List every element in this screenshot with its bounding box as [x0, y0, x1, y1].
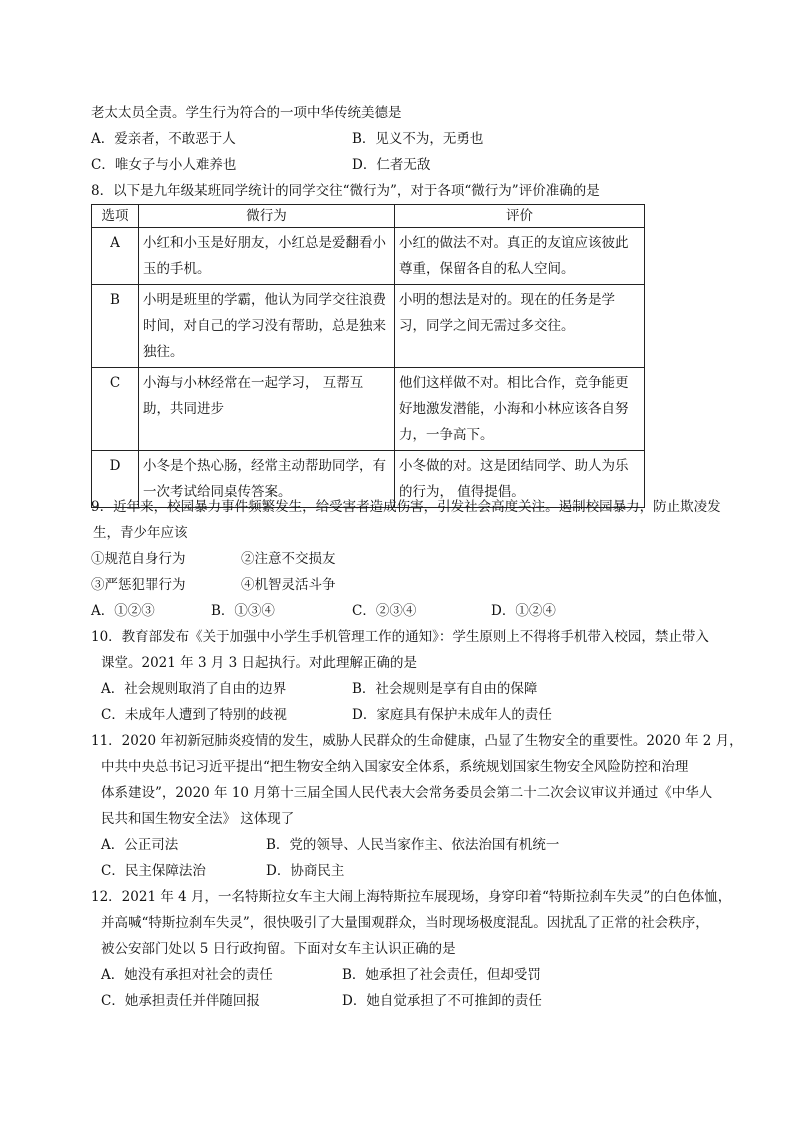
q9-stem-line1: 9．近年来，校园暴力事件频繁发生，给受害者造成伤害，引发社会高度关注。遏制校园暴力，防止欺凌发 — [91, 499, 721, 515]
q9-item-2: ②注意不交损友 — [241, 551, 336, 567]
q8-row-key: C — [92, 368, 139, 451]
q9-item-4: ④机智灵活斗争 — [241, 577, 336, 593]
q8-row-comment: 小明的想法是对的。现在的任务是学习，同学之间无需过多交往。 — [395, 285, 645, 368]
q8-row-comment: 小冬做的对。这是团结同学、助人为乐的行为， 值得提倡。 — [395, 451, 645, 508]
q8-table-row — [92, 228, 645, 285]
q8-row-comment: 他们这样做不对。相比合作，竞争能更好地激发潜能，小海和小林应该各自努力，一争高下。 — [395, 368, 645, 451]
q8-row-key: A — [92, 228, 139, 285]
q11-option-b: B．党的领导、人民当家作主、依法治国有机统一 — [266, 837, 560, 853]
q12-option-a: A．她没有承担对社会的责任 — [101, 967, 273, 983]
q11-stem-line3: 体系建设”，2020 年 10 月第十三届全国人民代表大会常务委员会第二十二次会议审议并通过《中华人 — [101, 785, 713, 801]
q9-item-1: ①规范自身行为 — [91, 551, 186, 567]
q7-option-b: B．见义不为，无勇也 — [352, 131, 484, 147]
q9-item-3: ③严惩犯罪行为 — [91, 577, 186, 593]
q12-option-d: D．她自觉承担了不可推卸的责任 — [342, 993, 542, 1009]
q8-header-comment: 评价 — [395, 205, 645, 228]
q8-stem: 8．以下是九年级某班同学统计的同学交往“微行为”，对于各项“微行为”评价准确的是 — [91, 183, 600, 199]
q12-stem-line3: 被公安部门处以 5 日行政拘留。下面对女车主认识正确的是 — [101, 941, 456, 957]
q9-option-d: D．①②④ — [491, 603, 556, 619]
q11-option-c: C．民主保障法治 — [101, 863, 206, 879]
q7-stem: 老太太员全责。学生行为符合的一项中华传统美德是 — [91, 105, 402, 121]
q10-option-c: C．未成年人遭到了特别的歧视 — [101, 707, 287, 723]
q11-stem-line1: 11．2020 年初新冠肺炎疫情的发生，威胁人民群众的生命健康，凸显了生物安全的重要性。2020 年 2 月， — [91, 733, 743, 749]
q12-option-c: C．她承担责任并伴随回报 — [101, 993, 260, 1009]
q8-table-row — [92, 285, 645, 368]
q8-header-option: 选项 — [92, 205, 139, 228]
q9-option-b: B．①③④ — [211, 603, 275, 619]
q8-header-behavior: 微行为 — [139, 205, 395, 228]
q8-row-key: B — [92, 285, 139, 368]
q10-stem-line2: 课堂。2021 年 3 月 3 日起执行。对此理解正确的是 — [101, 655, 417, 671]
q10-option-a: A．社会规则取消了自由的边界 — [101, 681, 287, 697]
q12-stem-line1: 12．2021 年 4 月，一名特斯拉女车主大闹上海特斯拉车展现场，身穿印着“特斯拉刹车失灵”的白色体恤， — [91, 889, 732, 905]
q8-row-comment: 小红的做法不对。真正的友谊应该彼此尊重，保留各自的私人空间。 — [395, 228, 645, 285]
q10-option-b: B．社会规则是享有自由的保障 — [352, 681, 538, 697]
q8-row-behavior: 小海与小林经常在一起学习， 互帮互助，共同进步 — [139, 368, 395, 451]
q12-stem-line2: 并高喊“特斯拉刹车失灵”，很快吸引了大量围观群众，当时现场极度混乱。因扰乱了正常的社会秩序， — [101, 915, 709, 931]
q11-stem-line2: 中共中央总书记习近平提出“把生物安全纳入国家安全体系，系统规划国家生物安全风险防控和治理 — [101, 759, 689, 775]
q8-row-behavior: 小明是班里的学霸，他认为同学交往浪费时间，对自己的学习没有帮助，总是独来独往。 — [139, 285, 395, 368]
q8-row-behavior: 小红和小玉是好朋友，小红总是爱翻看小玉的手机。 — [139, 228, 395, 285]
q8-row-behavior: 小冬是个热心肠，经常主动帮助同学，有一次考试给同桌传答案。 — [139, 451, 395, 508]
q11-option-a: A．公正司法 — [101, 837, 179, 853]
q12-option-b: B．她承担了社会责任，但却受罚 — [342, 967, 541, 983]
q7-option-c: C．唯女子与小人难养也 — [91, 157, 237, 173]
q9-option-a: A．①②③ — [91, 603, 155, 619]
q8-row-key: D — [92, 451, 139, 508]
q8-table-row — [92, 368, 645, 451]
q9-stem-line2: 生，青少年应该 — [93, 525, 188, 541]
q8-table-header-row — [92, 205, 645, 228]
q10-option-d: D．家庭具有保护未成年人的责任 — [352, 707, 552, 723]
q11-stem-line4: 民共和国生物安全法》 这体现了 — [101, 811, 295, 827]
q10-stem-line1: 10．教育部发布《关于加强中小学生手机管理工作的通知》：学生原则上不得将手机带入校园，禁止带入 — [91, 629, 709, 645]
q7-option-d: D．仁者无敌 — [352, 157, 431, 173]
q9-option-c: C．②③④ — [352, 603, 417, 619]
q11-option-d: D．协商民主 — [266, 863, 345, 879]
q7-option-a: A．爱亲者，不敢恶于人 — [91, 131, 236, 147]
q8-table — [91, 204, 645, 508]
